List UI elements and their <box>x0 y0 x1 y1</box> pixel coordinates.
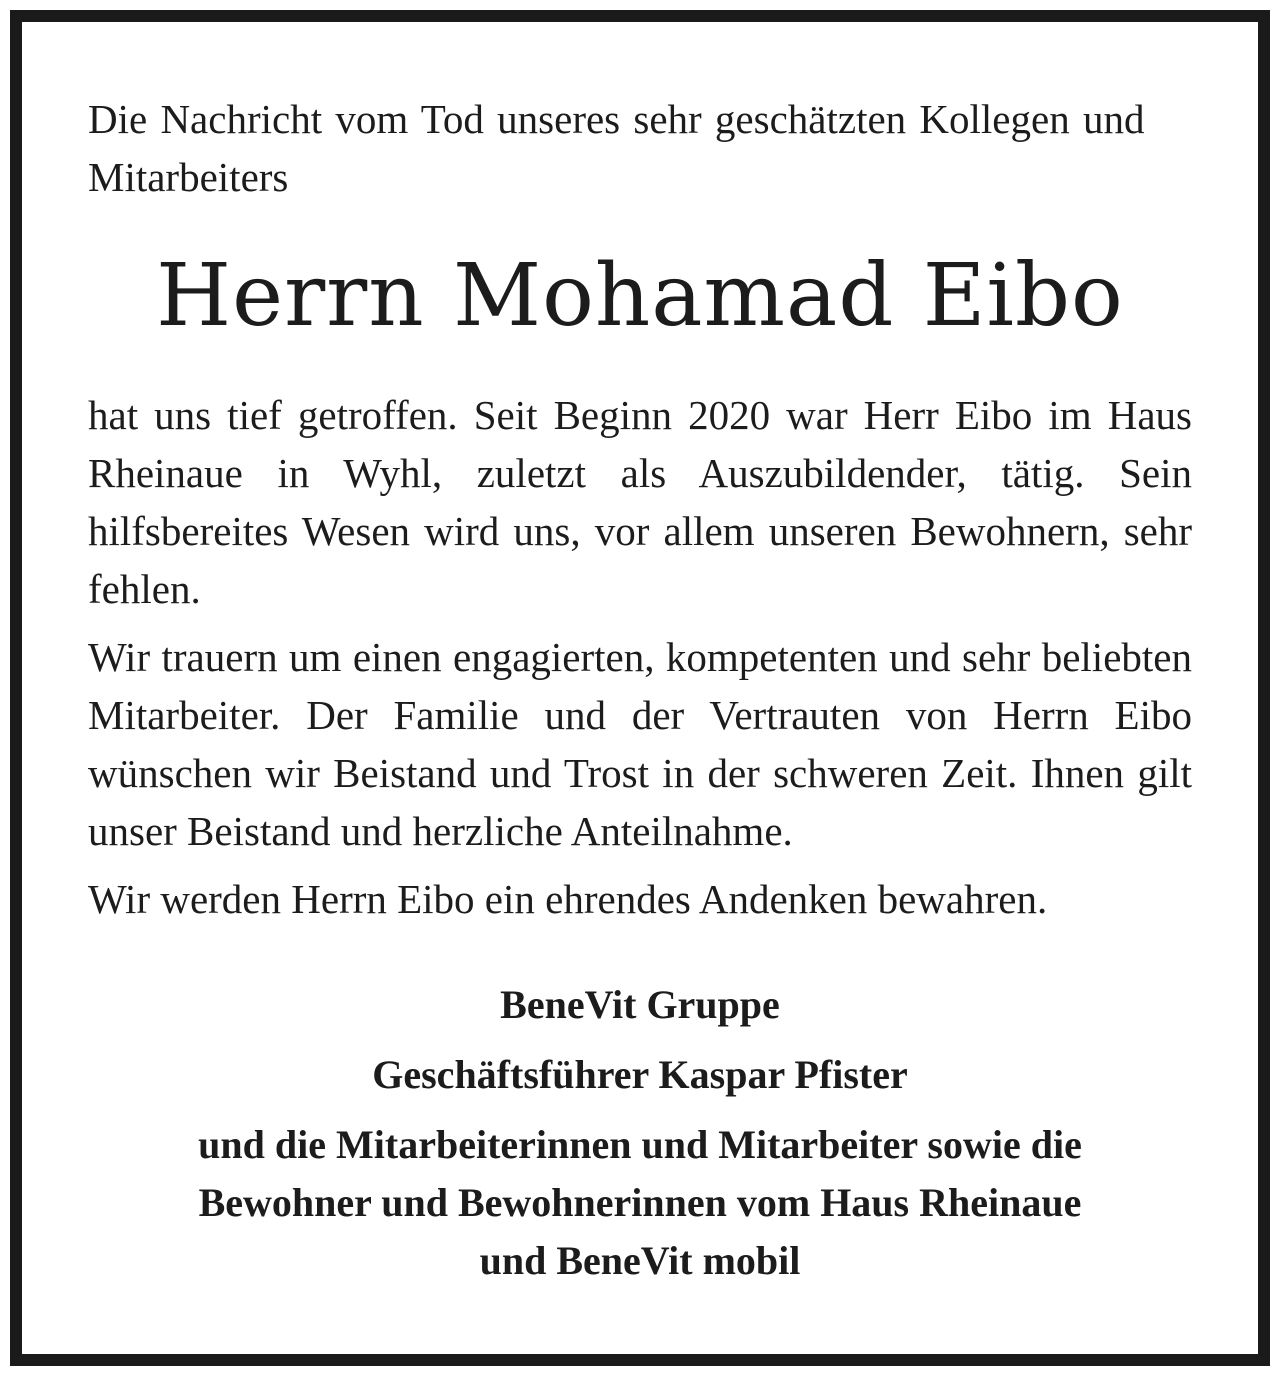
signature-block <box>88 976 1192 1290</box>
signature-manager: Geschäftsführer Kaspar Pfister <box>372 1052 908 1097</box>
body-paragraph-2: Wir trauern um einen engagierten, kompetenten und sehr beliebten Mitarbeiter. Der Familie und der Vertrauten von Herrn Eibo wünschen wir Beistand und Trost in der schweren Zeit. Ihnen gilt unser Beistand und herzliche Anteilnahme. <box>88 634 1192 854</box>
notice-content <box>88 90 1192 1290</box>
signature-company: BeneVit Gruppe <box>500 982 780 1027</box>
closing-text: Wir werden Herrn Eibo ein ehrendes Andenken bewahren. <box>88 876 1048 922</box>
signature-staff-line-2: Bewohner und Bewohnerinnen vom Haus Rheinaue <box>198 1180 1082 1225</box>
signature-staff-line-1: und die Mitarbeiterinnen und Mitarbeiter sowie die <box>198 1122 1082 1167</box>
signature-staff-line-3: und BeneVit mobil <box>479 1238 801 1283</box>
intro-text: Die Nachricht vom Tod unseres sehr geschätzten Kollegen und Mitarbeiters <box>88 96 1145 200</box>
deceased-name: Herrn Mohamad Eibo <box>156 246 1124 346</box>
body-paragraph-1: hat uns tief getroffen. Seit Beginn 2020 war Herr Eibo im Haus Rheinaue in Wyhl, zuletzt als Auszubildender, tätig. Sein hilfsbereites Wesen wird uns, vor allem unseren Bewohnern, sehr fehlen. <box>88 392 1192 612</box>
signature-staff <box>88 1116 1192 1290</box>
obituary-notice <box>10 10 1270 1366</box>
